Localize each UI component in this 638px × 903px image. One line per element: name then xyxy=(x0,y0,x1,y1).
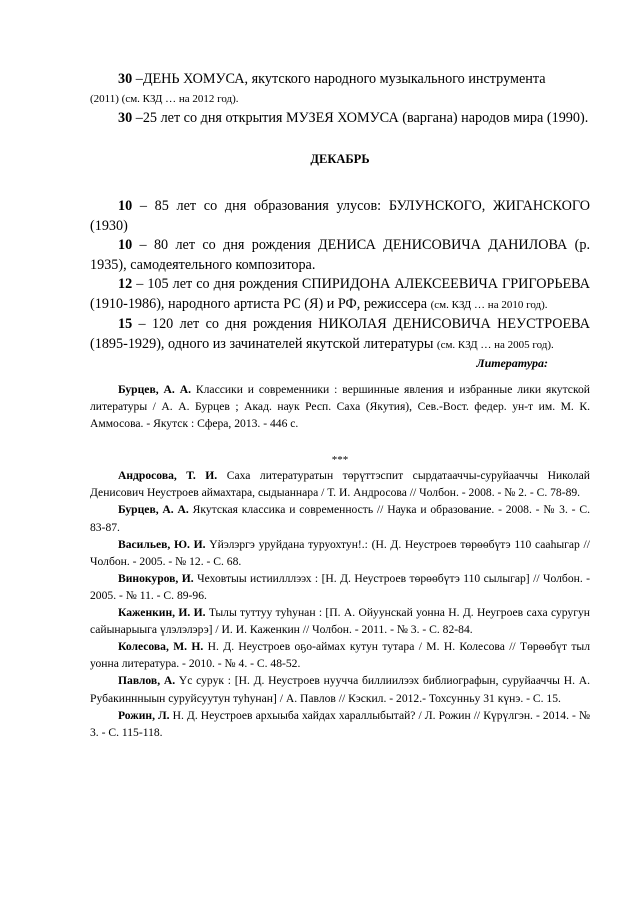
document-page xyxy=(90,70,590,741)
reference-item xyxy=(90,536,590,570)
entry-date: 30 xyxy=(118,109,133,126)
reference-item xyxy=(90,638,590,672)
entry-text: ДЕНЬ ХОМУСА, якутского народного музыкального инструмента xyxy=(142,71,546,87)
entry-text: – 120 лет со дня рождения НИКОЛАЯ ДЕНИСОВИЧА НЕУСТРОЕВА (1895-1929), одного из зачинателей якутской литературы xyxy=(90,316,590,352)
entry-text: – 85 лет со дня образования улусов: БУЛУНСКОГО, ЖИГАНСКОГО (1930) xyxy=(90,198,590,234)
reference-author: Павлов, А. xyxy=(118,674,176,688)
month-title: ДЕКАБРЬ xyxy=(310,152,370,166)
reference-text: Үс сурук : [Н. Д. Неустроев нуучча биллиилээх библиографын, суруйааччы Н. А. Рубакиннныын суруйсуутун туһунан] / А. Павлов // Кэскил. - 2012.- Тохсунньу 31 күнэ. - С. 15. xyxy=(90,674,590,705)
main-reference xyxy=(90,381,590,432)
reference-text: Н. Д. Неустроев оҕо-аймах кутун тутара / М. Н. Колесова // Төрөөбүт тыл уонна литература. - 2010. - № 4. - С. 48-52. xyxy=(90,640,590,671)
reference-item xyxy=(90,570,590,604)
reference-author: Рожин, Л. xyxy=(118,708,170,722)
reference-author: Колесова, М. Н. xyxy=(118,640,204,654)
reference-text: Чеховтыы истиилллээх : [Н. Д. Неустроев төрөөбүтэ 110 сылыгар] // Чолбон. - 2005. - № 11. - С. 89-96. xyxy=(90,571,591,602)
reference-item xyxy=(90,672,590,706)
reference-item xyxy=(90,604,590,638)
reference-author: Каженкин, И. И. xyxy=(118,606,206,620)
entry-note: (2011) (см. КЗД … на 2012 год). xyxy=(90,92,239,105)
reference-text: Саха литературатын төрүттэспит сырдатааччы-суруйааччы Николай Денисович Неустроев аймахтара, сыдыаннара / Т. И. Андросова // Чолбон. - 2008. - № 2. - С. 78-89. xyxy=(90,469,590,500)
entry-date: 15 xyxy=(118,316,133,332)
reference-author: Андросова, Т. И. xyxy=(118,469,218,483)
entry-date: 30 xyxy=(118,71,133,87)
entry-khomus-museum xyxy=(90,109,590,129)
entry-text: 25 лет со дня открытия МУЗЕЯ ХОМУСА (варгана) народов мира (1990). xyxy=(142,109,589,126)
reference-author: Бурцев, А. А. xyxy=(118,503,189,517)
reference-text: Якутская классика и современность // Наука и образование. - 2008. - № 3. - С. 83-87. xyxy=(90,503,591,534)
reference-item xyxy=(90,707,590,741)
reference-author: Васильев, Ю. И. xyxy=(118,537,206,551)
reference-author: Винокуров, И. xyxy=(118,571,194,585)
entry-note: (см. КЗД … на 2005 год). xyxy=(436,338,554,351)
entry-text: – 105 лет со дня рождения СПИРИДОНА АЛЕКСЕЕВИЧА ГРИГОРЬЕВА (1910-1986), народного артиста РС (Я) и РФ, режиссера xyxy=(90,276,590,312)
reference-list xyxy=(90,467,590,741)
reference-text: Тылы туттуу туһунан : [П. А. Ойуунскай уонна Н. Д. Неугроев саха суругун сайынарыыга үлэлэлэрэ] / И. И. Каженкин // Чолбон. - 2011. - № 3. - С. 82-84. xyxy=(90,606,590,637)
separator: *** xyxy=(331,454,349,467)
entry-uluses xyxy=(90,197,590,236)
entry-date: 10 xyxy=(118,198,133,214)
reference-item xyxy=(90,467,590,501)
literature-title: Литература: xyxy=(476,356,548,370)
entry-text: – 80 лет со дня рождения ДЕНИСА ДЕНИСОВИЧА ДАНИЛОВА (р. 1935), самодеятельного композитора. xyxy=(90,237,590,273)
entry-date: 10 xyxy=(118,237,133,253)
reference-item xyxy=(90,501,590,535)
entry-dash: – xyxy=(132,71,143,87)
entry-date: 12 xyxy=(118,276,133,292)
entry-khomus-day xyxy=(90,70,590,90)
entry-grigoriev xyxy=(90,275,590,315)
entry-neustroev xyxy=(90,315,590,355)
entry-note: (см. КЗД … на 2010 год). xyxy=(430,298,548,311)
entry-danilov xyxy=(90,236,590,275)
reference-text: Н. Д. Неустроев архыыба хайдах хараллыбытай? / Л. Рожин // Күрүлгэн. - 2014. - № 3. - С. 115-118. xyxy=(90,708,591,739)
reference-text: Классики и современники : вершинные явления и избранные лики якутской литературы / А. А. Бурцев ; Акад. наук Респ. Саха (Якутия), Сев.-Вост. федер. ун-т им. М. К. Аммосова. - Якутск : Сфера, 2013. - 446 с. xyxy=(90,383,590,431)
reference-text: Үйэлэргэ уруйдана туруохтун!.: (Н. Д. Неустроев төрөөбүтэ 110 сааһыгар // Чолбон. - 2005. - № 12. - С. 68. xyxy=(90,537,590,568)
entry-dash: – xyxy=(132,109,143,126)
reference-author: Бурцев, А. А. xyxy=(118,383,191,396)
december-entries xyxy=(90,197,590,355)
